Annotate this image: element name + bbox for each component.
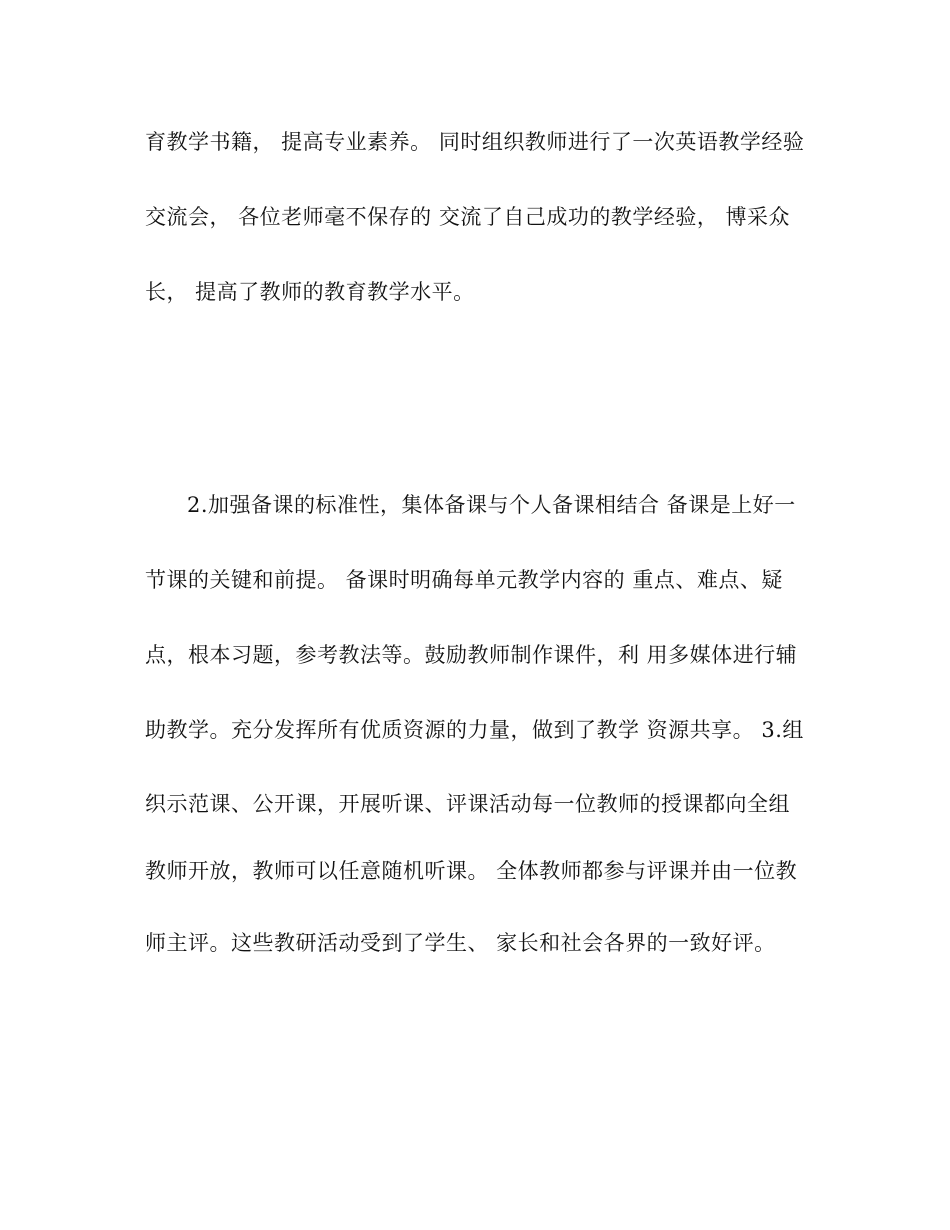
text-line: 长， 提高了教师的教育教学水平。 <box>145 280 475 304</box>
text-line: 2.加强备课的标准性，集体备课与个人备课相结合 备课是上好一 <box>187 493 796 517</box>
text-line: 点，根本习题，参考教法等。鼓励教师制作课件，利 用多媒体进行辅 <box>145 643 798 667</box>
text-line: 交流会， 各位老师毫不保存的 交流了自己成功的教学经验， 博采众 <box>145 205 791 229</box>
text-line: 节课的关键和前提。 备课时明确每单元教学内容的 重点、难点、疑 <box>145 568 783 592</box>
text-line: 助教学。充分发挥所有优质资源的力量，做到了教学 资源共享。 3.组 <box>145 718 804 742</box>
text-line: 教师开放，教师可以任意随机听课。 全体教师都参与评课并由一位教 <box>145 859 798 883</box>
text-line: 织示范课、公开课，开展听课、评课活动每一位教师的授课都向全组 <box>145 792 790 816</box>
text-line: 师主评。这些教研活动受到了学生、 家长和社会各界的一致好评。 <box>145 931 776 955</box>
text-line: 育教学书籍， 提高专业素养。 同时组织教师进行了一次英语教学经验 <box>145 130 805 154</box>
